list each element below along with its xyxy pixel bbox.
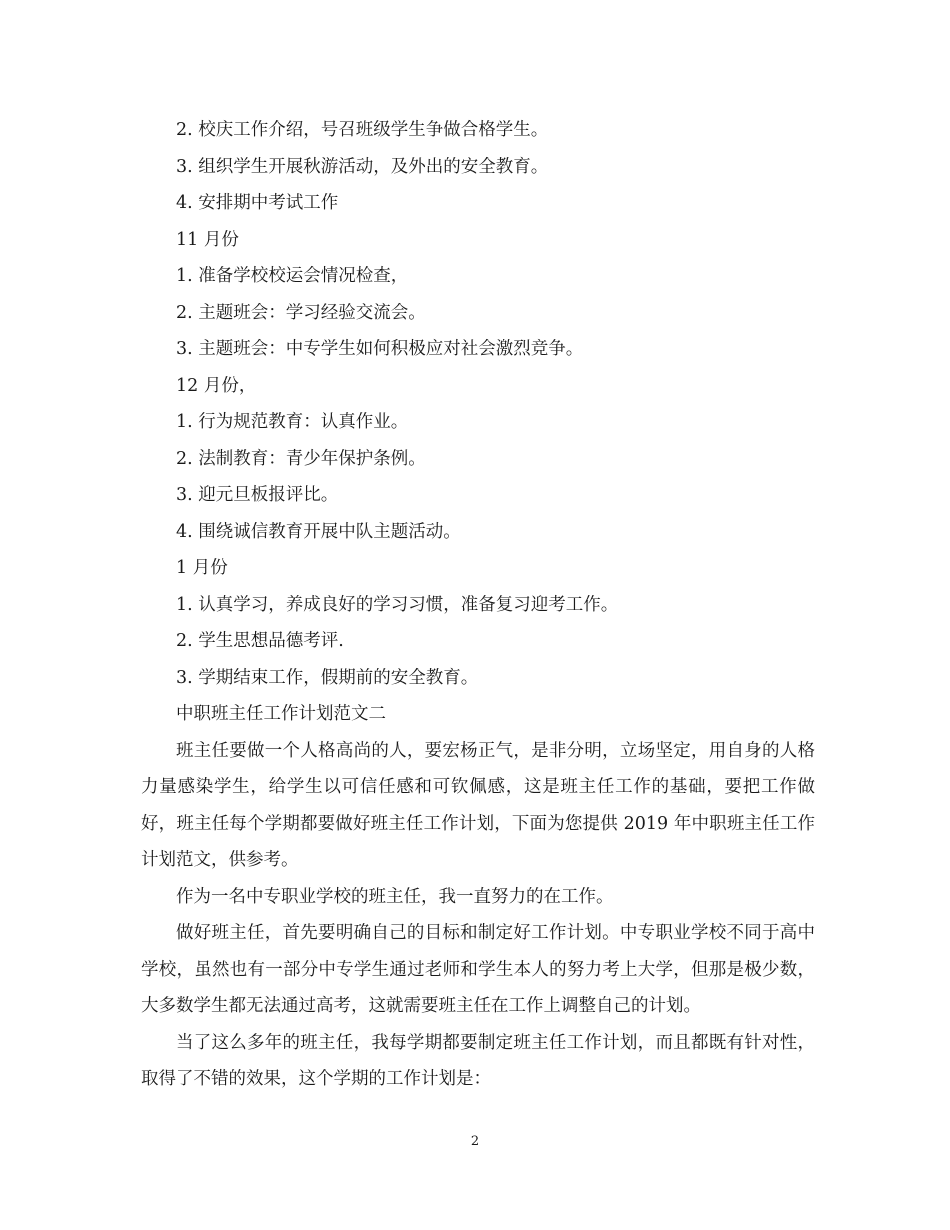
paragraph-plan: 当了这么多年的班主任，我每学期都要制定班主任工作计划，而且都既有针对性，取得了不错的效果，这个学期的工作计划是： <box>141 1032 815 1089</box>
month-heading-december: 12 月份， <box>176 375 257 396</box>
list-item-review: 1. 认真学习，养成良好的学习习惯，准备复习迎考工作。 <box>176 594 619 615</box>
list-item-competition: 3. 主题班会：中专学生如何积极应对社会激烈竞争。 <box>176 339 584 359</box>
list-item-sports-check: 1. 准备学校校运会情况检查， <box>176 266 409 286</box>
list-item-behavior: 1. 行为规范教育：认真作业。 <box>176 412 409 432</box>
list-item-evaluation: 2. 学生思想品德考评. <box>176 631 344 651</box>
month-heading-january: 1 月份 <box>176 558 228 578</box>
list-item-integrity: 4. 围绕诚信教育开展中队主题活动。 <box>176 521 461 542</box>
list-item-term-end: 3. 学期结束工作，假期前的安全教育。 <box>176 667 479 688</box>
list-item-blackboard: 3. 迎元旦板报评比。 <box>176 485 339 505</box>
list-item-midterm: 4. 安排期中考试工作 <box>176 193 339 213</box>
paragraph-intro: 班主任要做一个人格高尚的人，要宏杨正气，是非分明，立场坚定，用自身的人格力量感染学生，给学生以可信任感和可钦佩感，这是班主任工作的基础，要把工作做好，班主任每个学期都要做好班主任工作计划，下面为您提供 2019 年中职班主任工作计划范文，供参考。 <box>141 740 815 870</box>
document-body <box>141 112 815 1098</box>
section-title-sample-two: 中职班主任工作计划范文二 <box>176 704 386 724</box>
list-item-autumn-trip: 3. 组织学生开展秋游活动，及外出的安全教育。 <box>176 156 549 177</box>
month-heading-november: 11 月份 <box>176 229 239 250</box>
page-number: 2 <box>470 1134 480 1149</box>
list-item-study-exchange: 2. 主题班会：学习经验交流会。 <box>176 302 426 323</box>
list-item-legal: 2. 法制教育：青少年保护条例。 <box>176 448 426 469</box>
paragraph-role: 作为一名中专职业学校的班主任，我一直努力的在工作。 <box>176 886 614 907</box>
list-item-celebration: 2. 校庆工作介绍，号召班级学生争做合格学生。 <box>176 120 549 140</box>
paragraph-goals: 做好班主任，首先要明确自己的目标和制定好工作计划。中专职业学校不同于高中学校，虽然也有一部分中专学生通过老师和学生本人的努力考上大学，但那是极少数，大多数学生都无法通过高考，这就需要班主任在工作上调整自己的计划。 <box>141 923 815 1016</box>
